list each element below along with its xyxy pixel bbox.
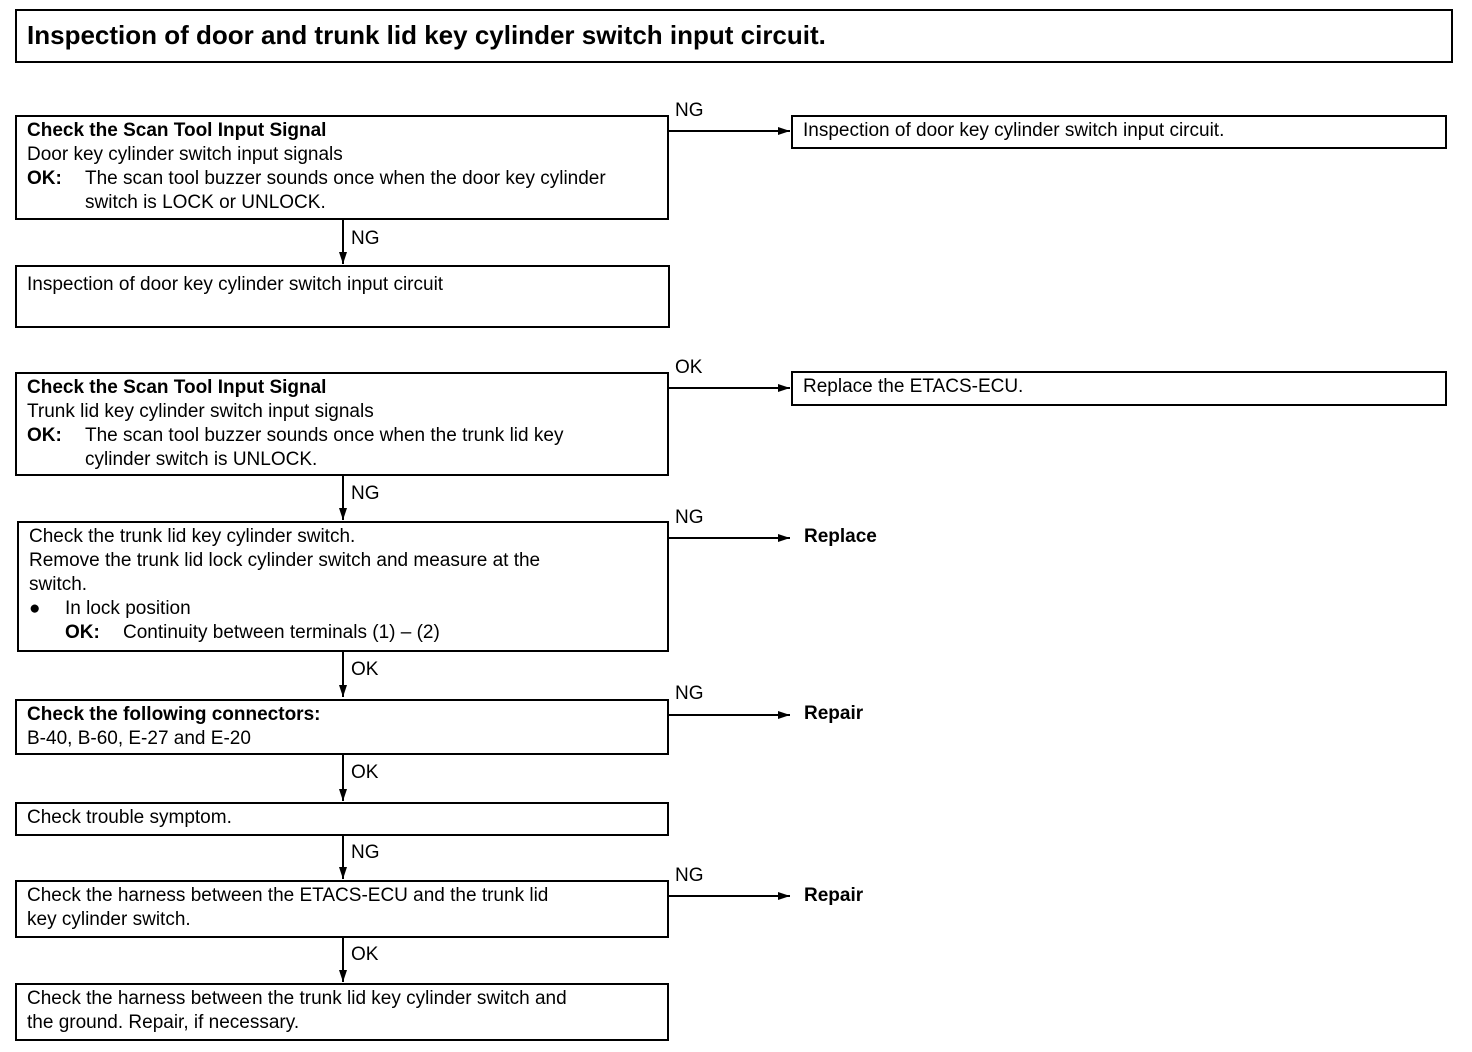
edge-label-ng: NG [675, 683, 704, 704]
page-title: Inspection of door and trunk lid key cylinder switch input circuit. [15, 9, 1453, 63]
edge-label-ng: NG [675, 865, 704, 886]
edge-label-ng: NG [351, 483, 380, 504]
scan-trunk-box [15, 372, 669, 476]
connectors-box [15, 699, 669, 755]
scan-door-line1: Door key cylinder switch input signals [27, 144, 343, 165]
door-circuit-right-box [791, 115, 1447, 149]
door-circuit-below-box [15, 265, 670, 328]
harness-ground-line2: the ground. Repair, if necessary. [27, 1012, 300, 1033]
edge-label-ng: NG [675, 507, 704, 528]
replace-ecu-text: Replace the ETACS-ECU. [803, 376, 1024, 397]
trunk-switch-line1: Check the trunk lid key cylinder switch. [29, 526, 356, 547]
edge-label-ng: NG [351, 842, 380, 863]
edge-label-ok: OK [351, 944, 379, 965]
scan-door-heading: Check the Scan Tool Input Signal [27, 120, 327, 141]
trunk-switch-bullet-text: In lock position [65, 598, 191, 619]
scan-door-box [15, 115, 669, 220]
harness-ground-line1: Check the harness between the trunk lid key cylinder switch and [27, 988, 567, 1009]
harness-ecu-line2: key cylinder switch. [27, 909, 191, 930]
replace-action: Replace [804, 526, 877, 547]
door-circuit-right-text: Inspection of door key cylinder switch input circuit. [803, 120, 1225, 141]
scan-trunk-ok-text1: The scan tool buzzer sounds once when the trunk lid key [85, 425, 564, 446]
edge-label-ng: NG [675, 100, 704, 121]
connectors-list: B-40, B-60, E-27 and E-20 [27, 728, 251, 749]
connectors-heading: Check the following connectors: [27, 704, 321, 725]
harness-ecu-box [15, 880, 669, 938]
repair-action-harness: Repair [804, 885, 864, 906]
scan-trunk-ok-text2: cylinder switch is UNLOCK. [85, 449, 318, 470]
scan-door-ok-text2: switch is LOCK or UNLOCK. [85, 192, 326, 213]
harness-ecu-line1: Check the harness between the ETACS-ECU and the trunk lid [27, 885, 549, 906]
edge-label-ok: OK [675, 357, 703, 378]
door-circuit-below-text: Inspection of door key cylinder switch input circuit [27, 274, 444, 295]
harness-ground-box [15, 983, 669, 1041]
trunk-switch-ok-text: Continuity between terminals (1) – (2) [123, 622, 440, 643]
edge-label-ok: OK [351, 762, 379, 783]
ok-label: OK: [27, 425, 62, 446]
trouble-text: Check trouble symptom. [27, 807, 232, 828]
bullet-icon: ● [29, 598, 41, 619]
edge-label-ok: OK [351, 659, 379, 680]
scan-door-ok-text1: The scan tool buzzer sounds once when the door key cylinder [85, 168, 606, 189]
ok-label: OK: [27, 168, 62, 189]
scan-trunk-line1: Trunk lid key cylinder switch input signals [27, 401, 374, 422]
trunk-switch-line2: Remove the trunk lid lock cylinder switch and measure at the [29, 550, 541, 571]
trunk-switch-line3: switch. [29, 574, 88, 595]
scan-trunk-heading: Check the Scan Tool Input Signal [27, 377, 327, 398]
replace-ecu-box [791, 371, 1447, 406]
trunk-switch-box [17, 521, 669, 652]
repair-action-connectors: Repair [804, 703, 864, 724]
trouble-box [15, 802, 669, 836]
ok-label: OK: [65, 622, 100, 643]
edge-label-ng: NG [351, 228, 380, 249]
